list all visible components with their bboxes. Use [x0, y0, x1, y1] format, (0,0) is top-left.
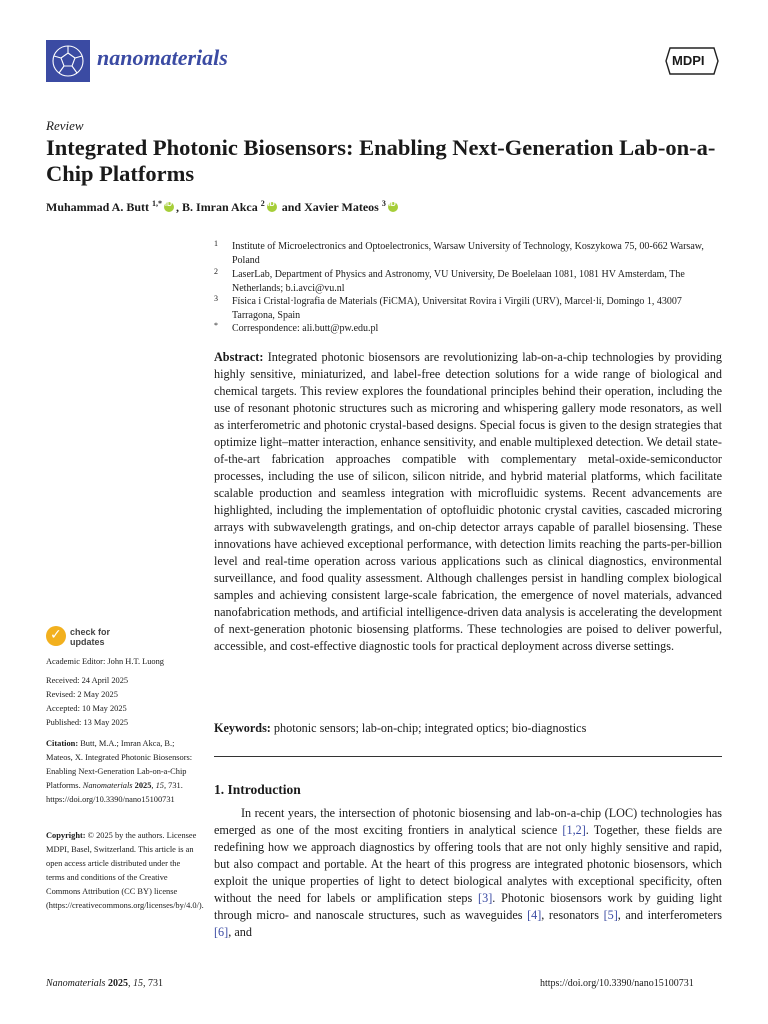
citation-year: 2025 — [132, 781, 152, 790]
keywords — [214, 721, 722, 736]
affil-text: Física i Cristal·lografia de Materials (FiCMA), Universitat Rovira i Virgili (URV), Marcel·lí, Domingo 1, 43007 Tarragona, Spain — [232, 296, 682, 321]
article-type: Review — [46, 118, 84, 133]
footer-year: 2025 — [105, 978, 128, 989]
citation-link[interactable]: [4] — [527, 908, 542, 922]
intro-paragraph — [214, 805, 722, 941]
copyright-label: Copyright: — [46, 831, 86, 840]
footer-volume: , 15, — [127, 978, 146, 989]
abstract-label: Abstract: — [214, 350, 264, 364]
affil-num: 3 — [214, 294, 218, 303]
citation-block — [46, 737, 198, 807]
affiliation-3 — [214, 295, 722, 323]
author-sep: and — [278, 200, 305, 214]
journal-logo — [46, 40, 90, 82]
date-revised: Revised: 2 May 2025 — [46, 690, 118, 699]
affil-num: 1 — [214, 239, 218, 248]
affil-text: Institute of Microelectronics and Optoelectronics, Warsaw University of Technology, Koszykowa 75, 00-662 Warsaw, Poland — [232, 241, 704, 266]
date-published: Published: 13 May 2025 — [46, 718, 129, 727]
copyright-text: © 2025 by the authors. Licensee MDPI, Basel, Switzerland. This article is an open access article distributed under the terms and conditions of the Creative Commons Attribution (CC BY) license (https://creativecommons.org/licenses/by/4.0/). — [46, 831, 204, 910]
orcid-icon[interactable] — [267, 202, 277, 212]
check-icon — [46, 626, 66, 646]
orcid-icon[interactable] — [164, 202, 174, 212]
intro-text: . Photonic biosensors work by guiding light through micro- and nanoscale structures, such as waveguides — [214, 891, 722, 922]
author-name: B. Imran Akca — [182, 200, 258, 214]
date-accepted: Accepted: 10 May 2025 — [46, 704, 127, 713]
affiliation-1 — [214, 240, 722, 268]
author-affil: 1,* — [152, 199, 163, 208]
citation-journal: Nanomaterials — [82, 781, 133, 790]
citation-label: Citation: — [46, 739, 79, 748]
mdpi-logo — [664, 46, 720, 76]
citation-volume: , 15, — [151, 781, 167, 790]
affil-num: * — [214, 321, 218, 330]
citation-text: Butt, M.A.; Imran Akca, B.; Mateos, X. Integrated Photonic Biosensors: Enabling Next-Generation Lab-on-a-Chip Platforms. — [46, 739, 193, 790]
footer-journal: Nanomaterials — [46, 978, 106, 989]
citation-link[interactable]: [3] — [478, 891, 493, 905]
intro-text: , resonators — [541, 908, 604, 922]
intro-text: In recent years, the intersection of photonic biosensing and lab-on-a-chip (LOC) technologies has emerged as one of the most exciting frontiers in analytical science — [214, 806, 722, 837]
publisher-name: MDPI — [672, 53, 705, 68]
author-affil: 2 — [260, 199, 265, 208]
citation-link[interactable]: [1,2] — [562, 823, 586, 837]
dates — [46, 674, 206, 730]
author-affil: 3 — [381, 199, 386, 208]
check-line-2: updates — [70, 637, 105, 647]
section-heading: 1. Introduction — [214, 782, 301, 797]
affiliation-2 — [214, 268, 722, 296]
abstract-text: Integrated photonic biosensors are revolutionizing lab-on-a-chip technologies by providing highly sensitive, miniaturized, and label-free detection solutions for a wide range of biological and chemical targets. This review explores the foundational principles behind their operation, including the use of resonant photonic structures such as microring and whispering gallery mode resonators, as well as interferometric and photonic crystal-based designs. Special focus is given to the design strategies that optimize light–matter interaction, enhance sensitivity, and enable multiplexed detection. We detail state-of-the-art fabrication approaches compatible with complementary metal-oxide-semiconductor processes, including the use of silicon, silicon nitride, and hybrid material platforms, which facilitate scalable production and seamless integration with microfluidic systems. Recent advancements are highlighted, including the implementation of optofluidic photonic crystal cavities, cascaded microring arrays with subwavelength gratings, and on-chip detector arrays capable of parallel biosensing. These innovations have achieved exceptional performance, with detection limits reaching the parts-per-billion level and real-time operation across various applications such as clinical diagnostics, environmental surveillance, and food quality assessment. Although challenges persist in handling complex biological samples and achieving consistent large-scale fabrication, the emergence of novel materials, advanced nanofabrication methods, and artificial intelligence-driven data analysis is accelerating the development of next-generation photonic biosensing platforms. These technologies are poised to deliver powerful, accessible, and cost-effective diagnostic tools for practical deployment across diverse settings. — [214, 350, 723, 653]
affil-text: Correspondence: ali.butt@pw.edu.pl — [232, 323, 379, 334]
article-title: Integrated Photonic Biosensors: Enabling Next-Generation Lab-on-a-Chip Platforms — [46, 135, 716, 186]
citation-link[interactable]: [5] — [603, 908, 618, 922]
correspondence — [214, 322, 722, 336]
date-received: Received: 24 April 2025 — [46, 676, 129, 685]
affil-num: 2 — [214, 267, 218, 276]
intro-text: . Together, these fields are redefining how we approach diagnostics by offering tools that are not only highly sensitive and rapid, but also compact and portable. At the heart of this progress are integrated photonic biosensors, which exploit the unique properties of light to detect biological analytes with exceptional specificity, often without the need for labels or amplification steps — [214, 823, 722, 905]
copyright-block — [46, 829, 204, 913]
citation-doi[interactable]: 731. https://doi.org/10.3390/nano15100731 — [46, 781, 183, 804]
author-list — [46, 199, 400, 215]
orcid-icon[interactable] — [388, 202, 398, 212]
footer-page: 731 — [145, 978, 163, 989]
academic-editor: Academic Editor: John H.T. Luong — [46, 657, 164, 666]
intro-text: , and interferometers — [617, 908, 723, 922]
footer-citation — [46, 978, 163, 989]
fullerene-logo-icon — [46, 40, 90, 82]
author-name: Muhammad A. Butt — [46, 200, 150, 214]
check-line-1: check for — [70, 627, 111, 637]
keywords-label: Keywords: — [214, 721, 271, 735]
affil-text: LaserLab, Department of Physics and Astronomy, VU University, De Boelelaan 1081, 1081 HV Amsterdam, The Netherlands; b.i.avci@vu.nl — [232, 269, 685, 294]
journal-name: nanomaterials — [97, 45, 228, 70]
keywords-text: photonic sensors; lab-on-chip; integrated optics; bio-diagnostics — [273, 721, 587, 735]
section-divider — [214, 756, 722, 757]
intro-text: , and — [228, 925, 252, 939]
author-sep: , — [176, 200, 183, 214]
footer-doi[interactable]: https://doi.org/10.3390/nano15100731 — [540, 978, 694, 989]
citation-link[interactable]: [6] — [214, 925, 229, 939]
abstract — [214, 349, 722, 655]
author-name: Xavier Mateos — [304, 200, 379, 214]
